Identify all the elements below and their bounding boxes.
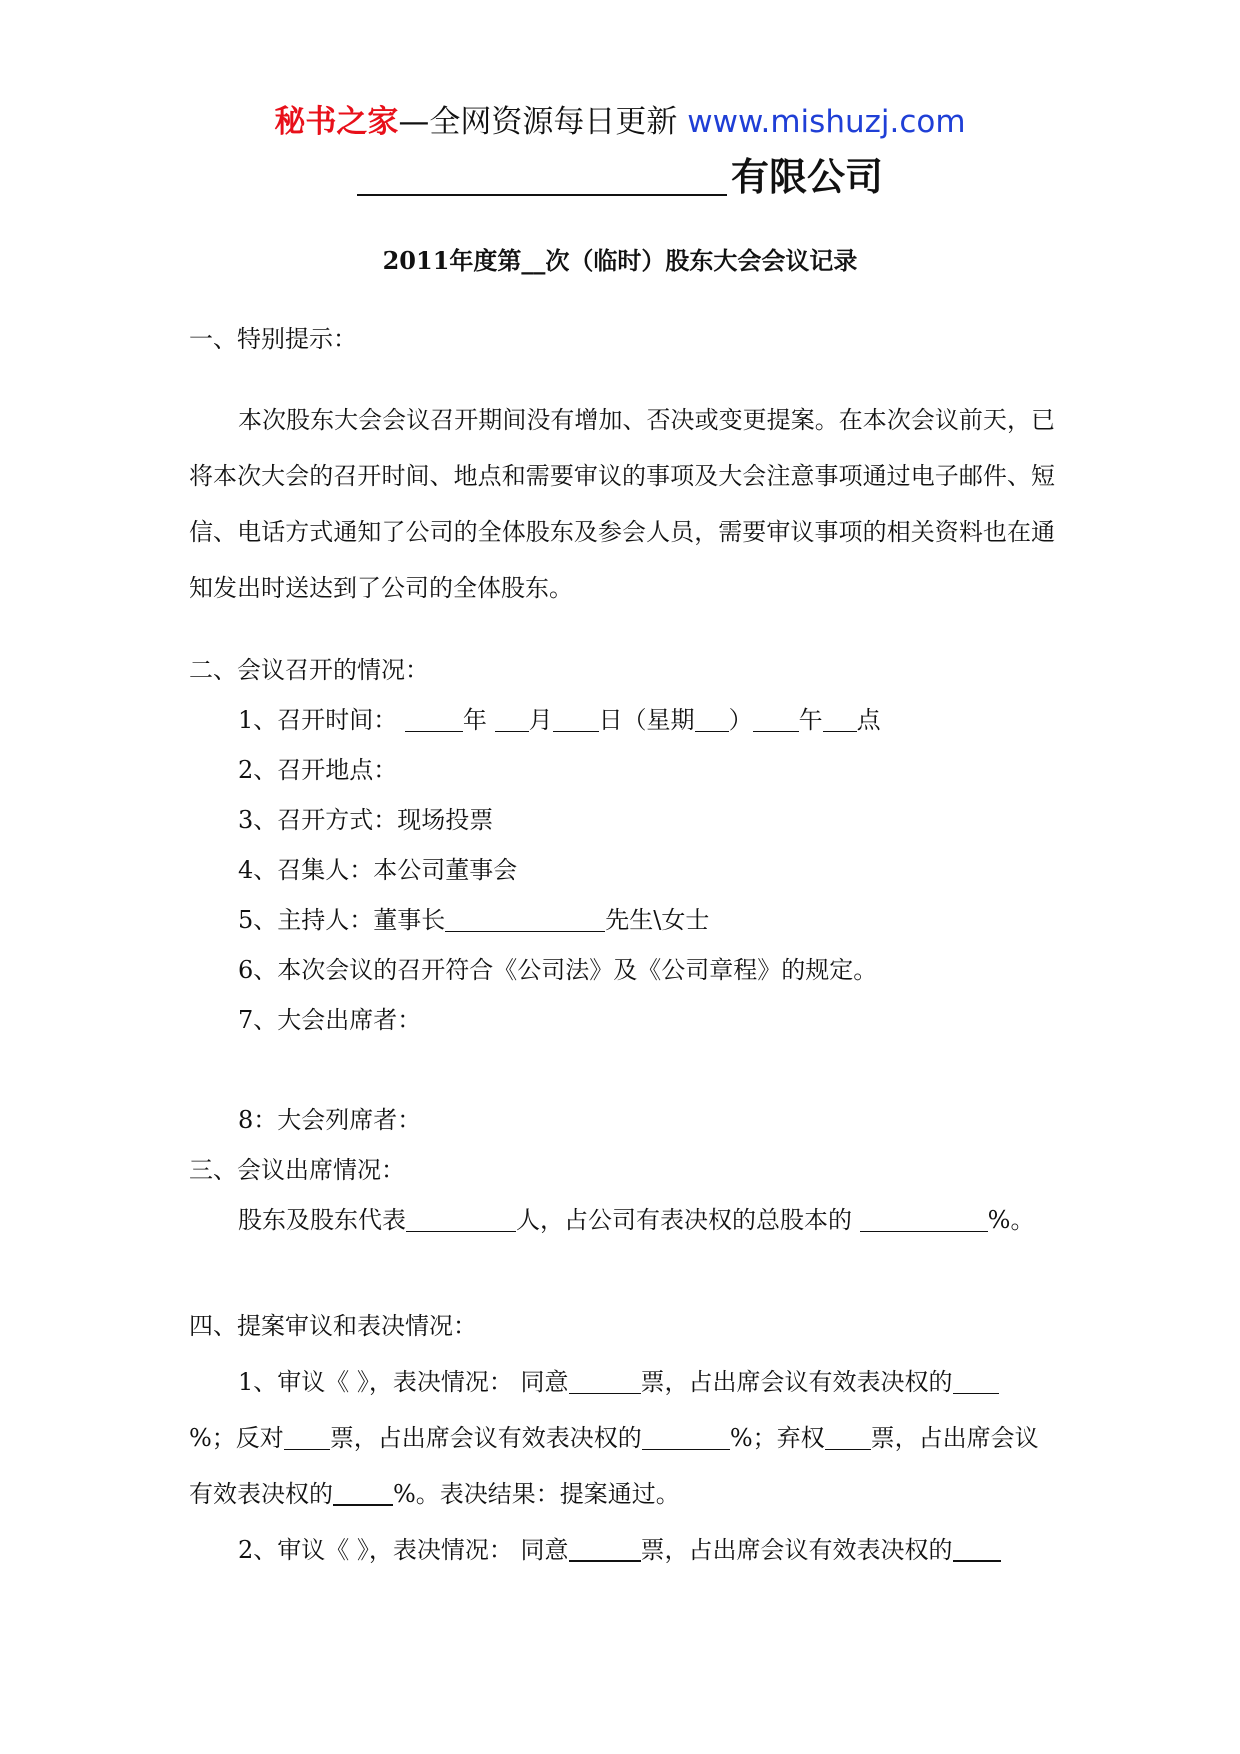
item-2-approve-percent-blank[interactable] — [953, 1534, 1001, 1562]
item-1-line-3 — [189, 1477, 680, 1511]
year-blank[interactable] — [405, 705, 463, 732]
day-blank[interactable] — [553, 705, 599, 732]
meeting-place-line: 2、召开地点： — [238, 756, 398, 784]
month-unit: 月 — [528, 706, 553, 734]
item-1-against-text: 票，占出席会议有效表决权的 — [329, 1424, 642, 1452]
item-1-approve-percent-blank[interactable] — [953, 1367, 999, 1394]
document-title: 2011年度第__次（临时）股东大会会议记录 — [382, 246, 858, 275]
item-1-abstain-prefix: %；弃权 — [729, 1424, 825, 1452]
section-4-heading: 四、提案审议和表决情况： — [189, 1312, 477, 1340]
observers-line: 8：大会列席者： — [238, 1106, 422, 1134]
company-name-blank[interactable] — [357, 154, 727, 196]
item-1-valid-votes-text: 有效表决权的 — [189, 1480, 333, 1508]
host-suffix: 先生\女士 — [605, 906, 710, 934]
convener-line: 4、召集人：本公司董事会 — [238, 856, 518, 884]
section-2-heading: 二、会议召开的情况： — [189, 656, 429, 684]
attendees-line: 7、大会出席者： — [238, 1006, 422, 1034]
item-1-result-text: %。表决结果：提案通过。 — [393, 1480, 680, 1508]
host-line — [238, 903, 709, 937]
item-1-line-1 — [238, 1365, 999, 1399]
item-1-line-2 — [189, 1421, 1039, 1455]
item-1-prefix: 1、审议《 》，表决情况： 同意 — [238, 1368, 569, 1396]
item-1-approve-votes-blank[interactable] — [569, 1367, 641, 1394]
site-banner — [0, 100, 1240, 144]
attendance-prefix: 股东及股东代表 — [238, 1206, 406, 1234]
meeting-time-line — [238, 703, 881, 737]
item-1-against-votes-blank[interactable] — [284, 1423, 330, 1450]
hour-unit: 点 — [856, 706, 881, 734]
section-1-heading: 一、特别提示： — [189, 325, 357, 353]
banner-tagline: —全网资源每日更新 — [398, 104, 688, 140]
item-1-approve-text: 票，占出席会议有效表决权的 — [640, 1368, 953, 1396]
company-suffix: 有限公司 — [730, 155, 883, 199]
item-2-approve-text: 票，占出席会议有效表决权的 — [640, 1536, 953, 1564]
share-percent-blank[interactable] — [860, 1205, 988, 1232]
item-2-prefix: 2、审议《 》，表决情况： 同意 — [238, 1536, 569, 1564]
compliance-line: 6、本次会议的召开符合《公司法》及《公司章程》的规定。 — [238, 956, 878, 984]
item-1-abstain-text: 票，占出席会议 — [870, 1424, 1039, 1452]
item-2-approve-votes-blank[interactable] — [569, 1534, 641, 1562]
meeting-time-label: 1、召开时间： — [238, 706, 398, 734]
section-3-heading: 三、会议出席情况： — [189, 1156, 405, 1184]
day-unit: 日（星期 — [598, 706, 695, 734]
item-1-abstain-percent-blank[interactable] — [333, 1478, 393, 1506]
section-1-body: 本次股东大会会议召开期间没有增加、否决或变更提案。在本次会议前天，已将本次大会的召开时间、地点和需要审议的事项及大会注意事项通过电子邮件、短信、电话方式通知了公司的全体股东及参会人员，需要审议事项的相关资料也在通知发出时送达到了公司的全体股东。 — [189, 406, 1055, 602]
attendance-suffix: %。 — [987, 1206, 1035, 1234]
banner-brand: 秘书之家 — [274, 104, 399, 140]
banner-url-link[interactable]: www.mishuzj.com — [687, 104, 966, 140]
noon-unit: 午 — [798, 706, 823, 734]
item-1-against-prefix: %；反对 — [189, 1424, 284, 1452]
year-unit: 年 — [462, 706, 487, 734]
meeting-method-line: 3、召开方式：现场投票 — [238, 806, 494, 834]
attendance-middle: 人，占公司有表决权的总股本的 — [516, 1206, 860, 1234]
item-1-against-percent-blank[interactable] — [642, 1423, 730, 1450]
company-name-line — [0, 152, 1240, 202]
item-1-abstain-votes-blank[interactable] — [825, 1423, 871, 1450]
weekday-close: ） — [728, 706, 753, 734]
attendance-line — [238, 1203, 1034, 1237]
host-label: 5、主持人：董事长 — [238, 906, 446, 934]
shareholder-count-blank[interactable] — [406, 1205, 516, 1232]
item-2-line-1 — [238, 1533, 1001, 1567]
weekday-blank[interactable] — [695, 705, 729, 732]
am-pm-blank[interactable] — [753, 705, 799, 732]
host-name-blank[interactable] — [445, 905, 605, 932]
hour-blank[interactable] — [823, 705, 857, 732]
month-blank[interactable] — [495, 705, 529, 732]
